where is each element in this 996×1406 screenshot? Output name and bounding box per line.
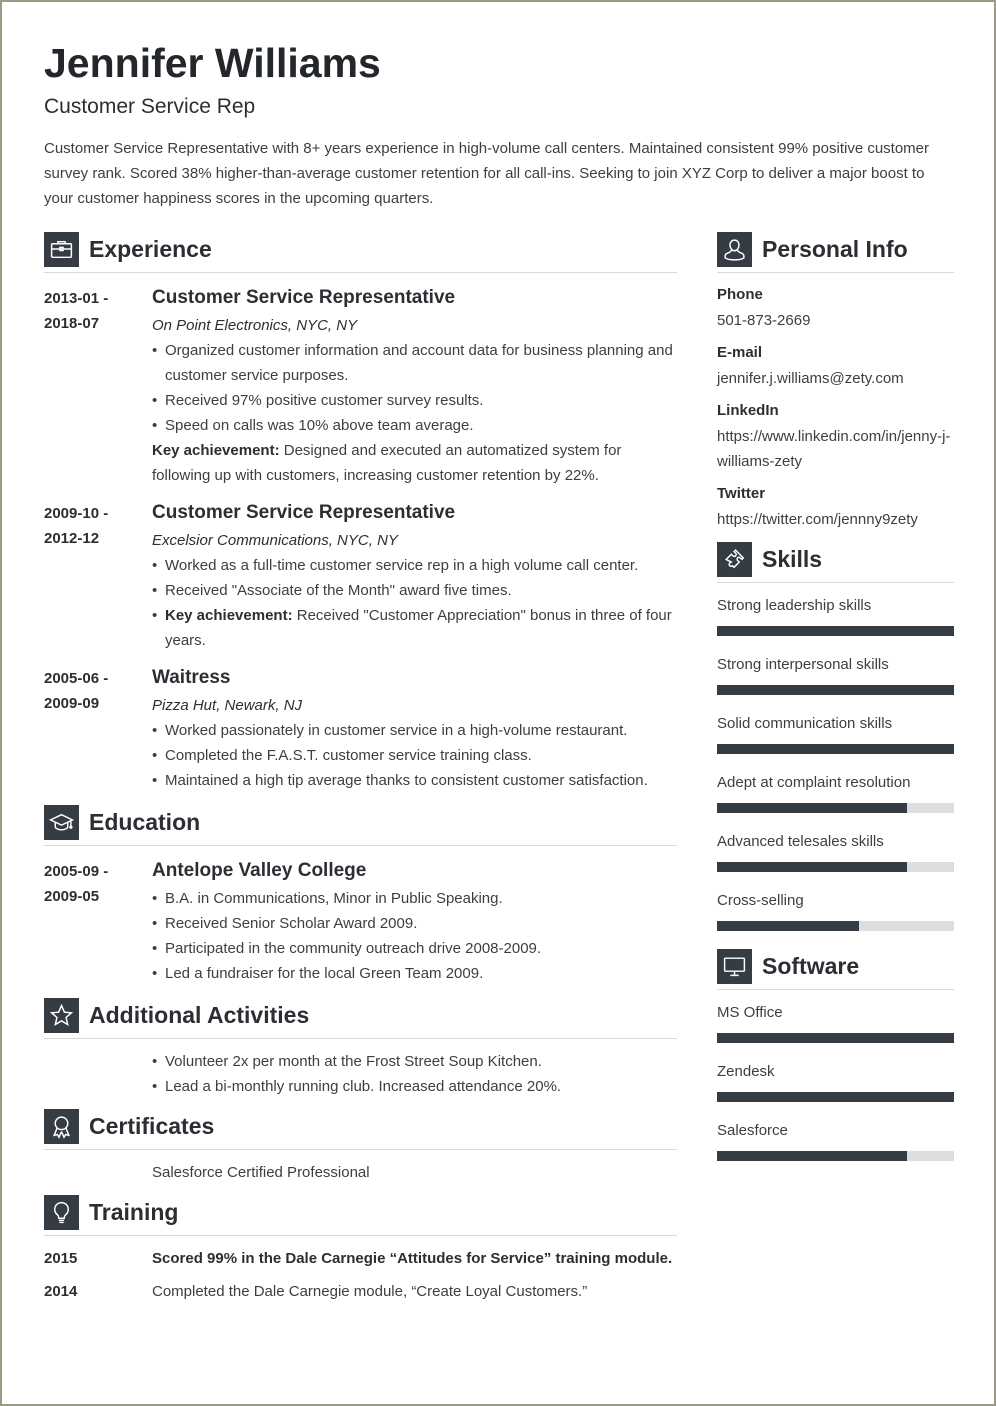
education-title: Education xyxy=(89,809,201,835)
user-icon xyxy=(717,232,752,267)
job-2-bullets xyxy=(152,553,677,653)
skill-1-bar-fill xyxy=(717,626,954,636)
list-item: • Received "Associate of the Month" award five times. xyxy=(152,578,677,603)
job-1-dates xyxy=(44,286,144,336)
training-1-year: 2015 xyxy=(44,1250,78,1267)
briefcase-icon xyxy=(44,232,79,267)
job-2-entry xyxy=(152,500,677,653)
education-date-start: 2005-09 - xyxy=(44,863,109,880)
skills-title: Skills xyxy=(762,546,823,572)
job-2-title: Customer Service Representative xyxy=(152,502,456,523)
software-3-bar xyxy=(717,1151,954,1161)
list-item: • Organized customer information and account data for business planning and customer service purposes. xyxy=(152,338,677,388)
software-2-name: Zendesk xyxy=(717,1063,775,1080)
skill-6-bar xyxy=(717,921,954,931)
education-entry xyxy=(152,858,677,986)
education-bullets xyxy=(152,886,677,986)
twitter-value[interactable]: https://twitter.com/jennny9zety xyxy=(717,511,918,528)
job-1-date-start: 2013-01 - xyxy=(44,290,109,307)
education-dates xyxy=(44,859,144,909)
skill-5-bar xyxy=(717,862,954,872)
personal-info-section-header xyxy=(717,232,954,273)
software-1-bar xyxy=(717,1033,954,1043)
experience-section-header xyxy=(44,232,677,273)
skill-2-bar-fill xyxy=(717,685,954,695)
activities-title: Additional Activities xyxy=(89,1002,310,1028)
software-3-bar-fill xyxy=(717,1151,907,1161)
list-item: • Received Senior Scholar Award 2009. xyxy=(152,911,677,936)
education-section-header xyxy=(44,805,677,846)
training-title: Training xyxy=(89,1199,179,1225)
skills-section-header xyxy=(717,542,954,583)
experience-title: Experience xyxy=(89,236,212,262)
job-2-date-end: 2012-12 xyxy=(44,530,100,547)
list-item: • Worked as a full-time customer service rep in a high volume call center. xyxy=(152,553,677,578)
achievement-label: Key achievement: xyxy=(152,442,280,459)
training-2-text: Completed the Dale Carnegie module, “Create Loyal Customers.” xyxy=(152,1283,588,1300)
job-3-dates xyxy=(44,666,144,716)
achievement-text: Received "Customer Appreciation" bonus in three of four years. xyxy=(165,607,672,649)
skill-2-name: Strong interpersonal skills xyxy=(717,656,889,673)
skill-1-bar xyxy=(717,626,954,636)
training-section-header xyxy=(44,1195,677,1236)
job-2-dates xyxy=(44,501,144,551)
education-date-end: 2009-05 xyxy=(44,888,100,905)
certificates-section-header xyxy=(44,1109,677,1150)
phone-label: Phone xyxy=(717,286,763,303)
list-item: • Lead a bi-monthly running club. Increased attendance 20%. xyxy=(152,1074,677,1099)
activities-bullets xyxy=(152,1049,677,1099)
skill-3-bar-fill xyxy=(717,744,954,754)
achievement-label: Key achievement: xyxy=(165,607,293,624)
job-3-date-start: 2005-06 - xyxy=(44,670,109,687)
certificate-item: Salesforce Certified Professional xyxy=(152,1164,370,1181)
job-3-entry xyxy=(152,665,677,793)
skill-3-bar xyxy=(717,744,954,754)
school-name: Antelope Valley College xyxy=(152,860,367,881)
list-item: • Participated in the community outreach drive 2008-2009. xyxy=(152,936,677,961)
training-2-year: 2014 xyxy=(44,1283,78,1300)
lightbulb-icon xyxy=(44,1195,79,1230)
job-3-date-end: 2009-09 xyxy=(44,695,100,712)
software-1-bar-fill xyxy=(717,1033,954,1043)
candidate-name: Jennifer Williams xyxy=(44,40,381,86)
personal-info-title: Personal Info xyxy=(762,236,908,262)
list-item: • Led a fundraiser for the local Green Team 2009. xyxy=(152,961,677,986)
award-ribbon-icon xyxy=(44,1109,79,1144)
job-1-achievement xyxy=(152,438,677,488)
phone-value: 501-873-2669 xyxy=(717,312,811,329)
job-1-bullets xyxy=(152,338,677,438)
list-item: • Completed the F.A.S.T. customer service training class. xyxy=(152,743,677,768)
job-3-title: Waitress xyxy=(152,667,231,688)
twitter-label: Twitter xyxy=(717,485,766,502)
list-item: • Maintained a high tip average thanks to consistent customer satisfaction. xyxy=(152,768,677,793)
software-2-bar-fill xyxy=(717,1092,954,1102)
profile-summary: Customer Service Representative with 8+ years experience in high-volume call centers. Maintained consistent 99% positive customer survey rank. Scored 38% higher-than-average customer retention for all call-ins. Seeking to join XYZ Corp to deliver a major boost to your customer happiness scores in the upcoming quarters. xyxy=(44,140,930,207)
linkedin-label: LinkedIn xyxy=(717,402,779,419)
activities-entry xyxy=(152,1049,677,1099)
skill-5-bar-fill xyxy=(717,862,907,872)
software-3-name: Salesforce xyxy=(717,1122,788,1139)
software-2-bar xyxy=(717,1092,954,1102)
skill-4-bar xyxy=(717,803,954,813)
job-1-title: Customer Service Representative xyxy=(152,287,456,308)
job-2-date-start: 2009-10 - xyxy=(44,505,109,522)
skill-3-name: Solid communication skills xyxy=(717,715,893,732)
list-item: • B.A. in Communications, Minor in Public Speaking. xyxy=(152,886,677,911)
job-1-date-end: 2018-07 xyxy=(44,315,100,332)
training-1-text: Scored 99% in the Dale Carnegie “Attitudes for Service” training module. xyxy=(152,1250,673,1267)
skill-6-bar-fill xyxy=(717,921,859,931)
list-item: • Volunteer 2x per month at the Frost Street Soup Kitchen. xyxy=(152,1049,677,1074)
skill-1-name: Strong leadership skills xyxy=(717,597,872,614)
job-1-company: On Point Electronics, NYC, NY xyxy=(152,317,358,334)
skill-4-name: Adept at complaint resolution xyxy=(717,774,911,791)
job-3-company: Pizza Hut, Newark, NJ xyxy=(152,697,303,714)
job-1-entry xyxy=(152,285,677,488)
linkedin-value[interactable]: https://www.linkedin.com/in/jenny-j-williams-zety xyxy=(717,428,951,470)
achievement-text: Designed and executed an automatized system for following up with customers, increasing customer retention by 22%. xyxy=(152,442,622,484)
list-item: • Worked passionately in customer service in a high-volume restaurant. xyxy=(152,718,677,743)
certificates-title: Certificates xyxy=(89,1113,215,1139)
job-2-company: Excelsior Communications, NYC, NY xyxy=(152,532,398,549)
list-item: • Received 97% positive customer survey results. xyxy=(152,388,677,413)
skill-2-bar xyxy=(717,685,954,695)
list-item xyxy=(152,603,677,653)
software-title: Software xyxy=(762,953,860,979)
skill-5-name: Advanced telesales skills xyxy=(717,833,884,850)
job-3-bullets xyxy=(152,718,677,793)
star-icon xyxy=(44,998,79,1033)
email-value[interactable]: jennifer.j.williams@zety.com xyxy=(717,370,904,387)
job-title-heading: Customer Service Rep xyxy=(44,95,256,118)
skill-6-name: Cross-selling xyxy=(717,892,804,909)
list-item: • Speed on calls was 10% above team average. xyxy=(152,413,677,438)
graduation-cap-icon xyxy=(44,805,79,840)
activities-section-header xyxy=(44,998,677,1039)
software-section-header xyxy=(717,949,954,990)
monitor-icon xyxy=(717,949,752,984)
email-label: E-mail xyxy=(717,344,763,361)
software-1-name: MS Office xyxy=(717,1004,783,1021)
puzzle-icon xyxy=(717,542,752,577)
skill-4-bar-fill xyxy=(717,803,907,813)
